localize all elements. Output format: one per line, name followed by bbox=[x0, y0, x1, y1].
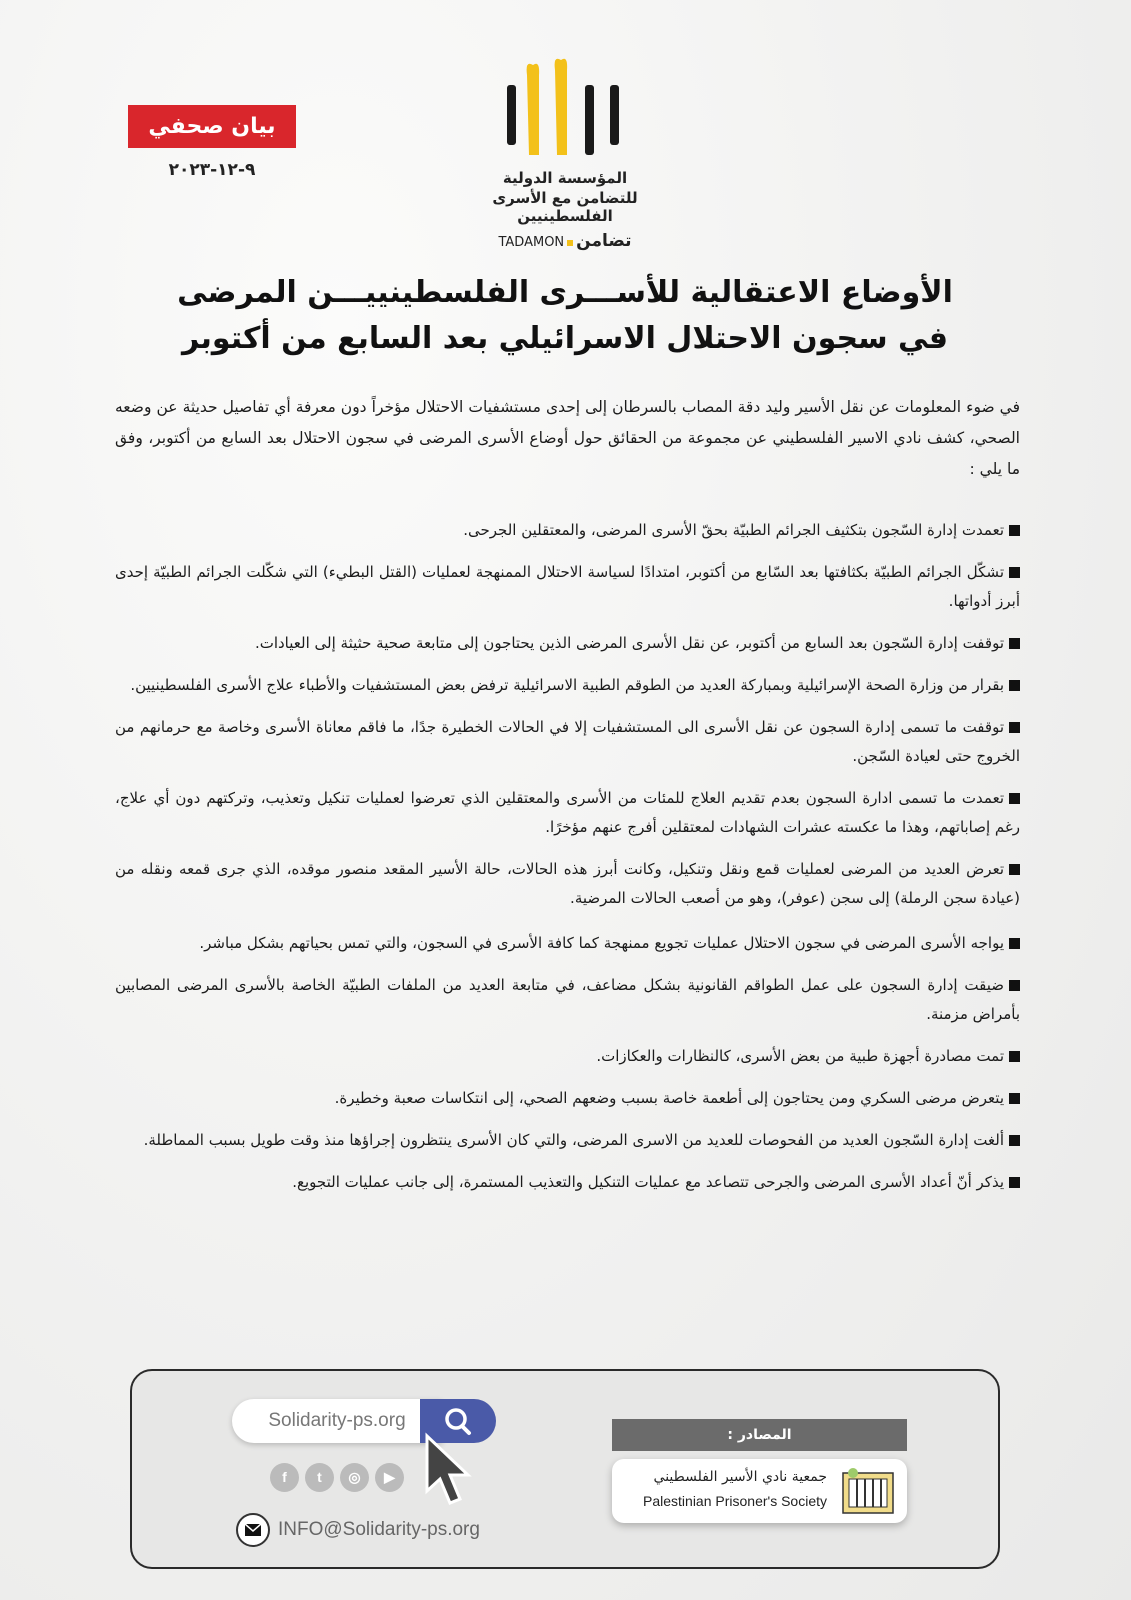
source-name-en: Palestinian Prisoner's Society bbox=[643, 1493, 827, 1509]
list-item-text: بقرار من وزارة الصحة الإسرائيلية وبمباركة العديد من الطوقم الطبية الاسرائيلية ترفض بعض المستشفيات والأطباء علاج الأسرى الفلسطينيين. bbox=[130, 676, 1004, 694]
list-item bbox=[115, 1042, 1020, 1071]
org-name-line1: المؤسسة الدولية bbox=[502, 169, 628, 187]
org-logo bbox=[480, 55, 650, 255]
instagram-icon[interactable]: ◎ bbox=[340, 1463, 369, 1492]
press-release-badge: بيان صحفي bbox=[128, 105, 296, 148]
list-item-text: يواجه الأسرى المرضى في سجون الاحتلال عمليات تجويع ممنهجة كما كافة الأسرى في السجون، والتي تمس بحياتهم بشكل مباشر. bbox=[199, 934, 1004, 952]
intro-paragraph: في ضوء المعلومات عن نقل الأسير وليد دقة المصاب بالسرطان إلى إحدى مستشفيات الاحتلال مؤخراً دون معرفة أي تفاصيل حديثة عن وضعه الصحي، كشف نادي الاسير الفلسطيني عن مجموعة من الحقائق حول أوضاع الأسرى المرضى في سجون الاحتلال بعد السابع من أكتوبر، وفق ما يلي : bbox=[115, 398, 1020, 478]
bullet-square-icon bbox=[1009, 1135, 1020, 1146]
sources-heading: المصادر : bbox=[612, 1419, 907, 1451]
brand-ar: تضامن bbox=[576, 231, 632, 251]
list-item bbox=[115, 629, 1020, 658]
list-item-text: تعمدت إدارة السّجون بتكثيف الجرائم الطبيّة بحقّ الأسرى المرضى، والمعتقلين الجرحى. bbox=[463, 521, 1004, 539]
list-item-text: تعرض العديد من المرضى لعمليات قمع ونقل وتنكيل، وكانت أبرز هذه الحالات، حالة الأسير المقعد منصور موقده، الذي جرى قمعه ونقله من (عيادة سجن الرملة) إلى سجن (عوفر)، وهو من أصعب الحالات المرضية. bbox=[115, 860, 1020, 907]
list-item bbox=[115, 671, 1020, 700]
brand-en: TADAMON bbox=[498, 235, 565, 250]
bullet-square-icon bbox=[1009, 525, 1020, 536]
list-item-text: تعمدت ما تسمى ادارة السجون بعدم تقديم العلاج للمئات من الأسرى والمعتقلين الذي تعرضوا لعمليات تنكيل وتعذيب، وتركتهم دون أي علاج، رغم إصاباتهم، وهذا ما عكسته عشرات الشهادات لمعتقلين أفرج عنهم مؤخرًا. bbox=[115, 789, 1020, 836]
list-item-text: ألغت إدارة السّجون العديد من الفحوصات للعديد من الاسرى المرضى، والتي كان الأسرى ينتظرون إجراؤها منذ وقت طويل بسبب المماطلة. bbox=[143, 1131, 1004, 1149]
bullet-square-icon bbox=[1009, 864, 1020, 875]
list-item bbox=[115, 1084, 1020, 1113]
facebook-icon[interactable]: f bbox=[270, 1463, 299, 1492]
website-link[interactable]: Solidarity-ps.org bbox=[232, 1399, 442, 1443]
brand-line bbox=[480, 231, 650, 251]
footer-panel bbox=[130, 1369, 1000, 1569]
list-item bbox=[115, 713, 1020, 771]
list-item bbox=[115, 855, 1020, 913]
list-item bbox=[115, 516, 1020, 545]
list-item bbox=[115, 784, 1020, 842]
logo-bars-icon bbox=[495, 55, 635, 165]
bullet-square-icon bbox=[1009, 567, 1020, 578]
email-contact[interactable] bbox=[236, 1513, 480, 1547]
source-card[interactable] bbox=[612, 1459, 907, 1523]
list-item bbox=[115, 558, 1020, 616]
release-date: ٩-١٢-٢٠٢٣ bbox=[168, 160, 256, 180]
org-name-line2: للتضامن مع الأسرى الفلسطينيين bbox=[492, 189, 638, 225]
prisoners-society-emblem-icon bbox=[837, 1465, 899, 1517]
brand-dot-icon bbox=[567, 240, 573, 246]
list-item-text: تمت مصادرة أجهزة طبية من بعض الأسرى، كالنظارات والعكازات. bbox=[596, 1047, 1004, 1065]
list-item-text: تشكّل الجرائم الطبيّة بكثافتها بعد السّابع من أكتوبر، امتدادًا لسياسة الاحتلال الممنهجة لعمليات (القتل البطيء) التي شكّلت الجرائم الطبيّة إحدى أبرز أدواتها. bbox=[115, 563, 1020, 610]
list-item bbox=[115, 1168, 1020, 1197]
bullet-square-icon bbox=[1009, 980, 1020, 991]
list-item-text: توقفت إدارة السّجون بعد السابع من أكتوبر، عن نقل الأسرى المرضى الذين يحتاجون إلى متابعة صحية حثيثة إلى العيادات. bbox=[254, 634, 1004, 652]
title-line1: الأوضاع الاعتقالية للأســـرى الفلسطينييـــن المرضى bbox=[177, 275, 953, 310]
bullet-square-icon bbox=[1009, 793, 1020, 804]
list-item bbox=[115, 971, 1020, 1029]
bullet-square-icon bbox=[1009, 1177, 1020, 1188]
youtube-icon[interactable]: ▶ bbox=[375, 1463, 404, 1492]
bullet-square-icon bbox=[1009, 722, 1020, 733]
bullet-square-icon bbox=[1009, 638, 1020, 649]
bullet-square-icon bbox=[1009, 680, 1020, 691]
twitter-icon[interactable]: t bbox=[305, 1463, 334, 1492]
list-item-text: يتعرض مرضى السكري ومن يحتاجون إلى أطعمة خاصة بسبب وضعهم الصحي، إلى انتكاسات صعبة وخطيرة. bbox=[334, 1089, 1004, 1107]
email-address[interactable]: INFO@Solidarity-ps.org bbox=[278, 1519, 480, 1540]
page-title bbox=[150, 270, 980, 362]
facts-list bbox=[115, 516, 1020, 1210]
list-item-text: توقفت ما تسمى إدارة السجون عن نقل الأسرى الى المستشفيات إلا في الحالات الخطيرة جدًا، ما فاقم معاناة الأسرى وخاصة مع حرمانهم من الخروج حتى لعيادة السّجن. bbox=[115, 718, 1020, 765]
bullet-square-icon bbox=[1009, 938, 1020, 949]
list-item bbox=[115, 1126, 1020, 1155]
source-name-ar: جمعية نادي الأسير الفلسطيني bbox=[653, 1469, 827, 1485]
bullet-square-icon bbox=[1009, 1093, 1020, 1104]
social-links bbox=[270, 1463, 404, 1492]
cursor-arrow-icon bbox=[422, 1431, 482, 1511]
title-line2: في سجون الاحتلال الاسرائيلي بعد السابع من أكتوبر bbox=[181, 321, 949, 356]
envelope-icon bbox=[236, 1513, 270, 1547]
bullet-square-icon bbox=[1009, 1051, 1020, 1062]
list-item-text: يذكر أنّ أعداد الأسرى المرضى والجرحى تتصاعد مع عمليات التنكيل والتعذيب المستمرة، إلى جانب عمليات التجويع. bbox=[292, 1173, 1004, 1191]
list-item-text: ضيقت إدارة السجون على عمل الطواقم القانونية بشكل مضاعف، في متابعة العديد من الملفات الطبيّة الخاصة بالأسرى المرضى المصابين بأمراض مزمنة. bbox=[115, 976, 1020, 1023]
list-item bbox=[115, 929, 1020, 958]
